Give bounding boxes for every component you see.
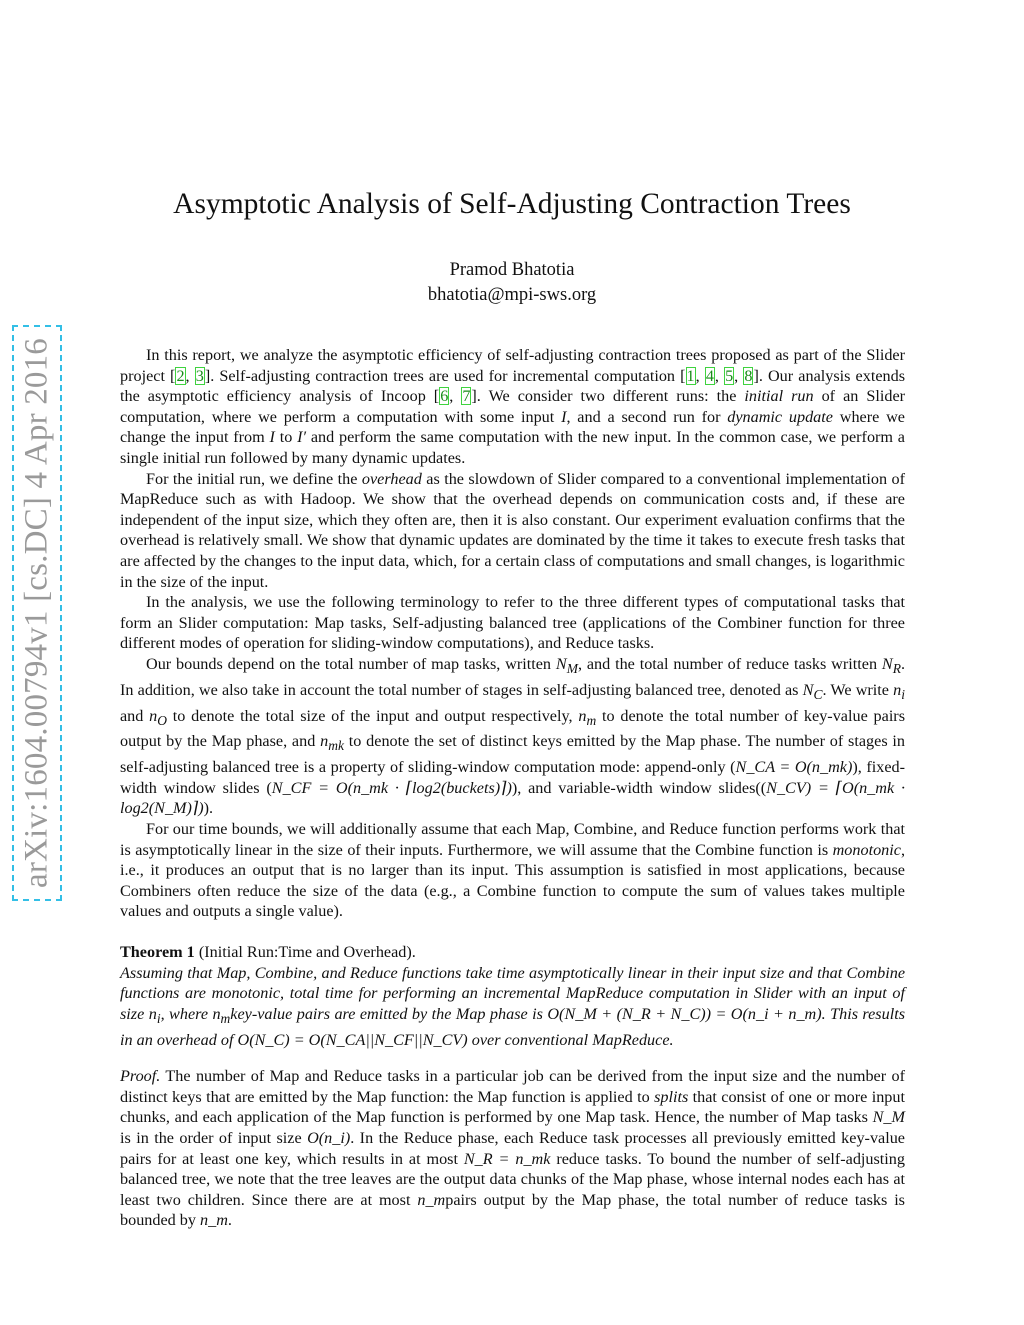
paragraph-bounds: Our bounds depend on the total number of map tasks, written $N_M$, and the total number of reduce tasks written $N_R$. In addition, we also take in account the total number of stages in self-adjusting balanced tree, denoted as $N_C$. We write $n_i$ and $n_O$ to denote the total size of the input and output respectively, $n_m$ to denote the total number of key-value pairs output by the Map phase, and $n_{mk}$ to denote the set of distinct keys emitted by the Map phase. The number of stages in self-adjusting balanced tree is a property of sliding-window computation mode: append-only (N_CA = O(n_mk)), fixed-width window slides (N_CF = O(n_mk · ⌈log2(buckets)⌉)), and variable-width window slides((N_CV) = ⌈O(n_mk · log2(N_M)⌉)). bbox=[120, 654, 906, 818]
citation-link[interactable]: 6 bbox=[440, 387, 449, 406]
citation-link[interactable]: 8 bbox=[744, 366, 753, 385]
citation-link[interactable]: 7 bbox=[462, 387, 471, 406]
citation-link[interactable]: 5 bbox=[725, 366, 734, 385]
author-block bbox=[0, 258, 1024, 308]
paragraph-assumptions: For our time bounds, we will additionally assume that each Map, Combine, and Reduce function performs work that is asymptotically linear in the size of their inputs. Furthermore, we will assume that the Combine function is monotonic, i.e., it produces an output that is no larger than its input. This assumption is satisfied in most applications, because Combiners often reduce the size of the data (e.g., a Combine function to compute the sum of values takes multiple values and outputs a single value). bbox=[120, 820, 905, 921]
paper-body bbox=[120, 345, 905, 1231]
paragraph-terminology: In the analysis, we use the following terminology to refer to the three different types of computational tasks that form an Slider computation: Map tasks, Self-adjusting balanced tree (applications of the Combiner function for three different modes of operation for sliding-window computations), and Reduce tasks. bbox=[120, 593, 905, 653]
arxiv-identifier[interactable]: arXiv:1604.00794v1 [cs.DC] 4 Apr 2016 bbox=[18, 337, 55, 889]
arxiv-sidebar bbox=[12, 325, 62, 901]
citation-link[interactable]: 4 bbox=[705, 366, 714, 385]
proof-paragraph: Proof. The number of Map and Reduce tasks in a particular job can be derived from the input size and the number of distinct keys that are emitted by the Map function: the Map function is applied to splits that consist of one or more input chunks, and each application of the Map function is performed by one Map task. Hence, the number of Map tasks N_M is in the order of input size O(n_i). In the Reduce phase, each Reduce task processes all previously emitted key-value pairs for at least one key, which results in at most N_R = n_mk reduce tasks. To bound the number of self-adjusting balanced tree, we note that the tree leaves are the output data chunks of the Map phase, whose internal nodes each has at least two children. Since there are at most n_mpairs output by the Map phase, the total number of reduce tasks is bounded by n_m. bbox=[120, 1067, 905, 1230]
paragraph-overhead: For the initial run, we define the overhead as the slowdown of Slider compared to a conventional implementation of MapReduce such as with Hadoop. We show that the overhead depends on communication costs and, if these are independent of the input size, which they often are, then it is also constant. Our experiment evaluation confirms that the overhead is relatively small. We show that dynamic updates are dominated by the time it takes to execute fresh tasks that are affected by the changes to the input data, which, for a certain class of computations and small changes, is logarithmic in the size of the input. bbox=[120, 469, 906, 591]
author-email: bhatotia@mpi-sws.org bbox=[427, 285, 597, 305]
citation-link[interactable]: 1 bbox=[686, 366, 695, 385]
citation-link[interactable]: 2 bbox=[176, 366, 185, 385]
theorem-statement: Assuming that Map, Combine, and Reduce functions take time asymptotically linear in their input size and that Combine functions are monotonic, total time for performing an incremental MapReduce computation in Slider with an input of size $n_i$, where $n_mkey$-value pairs are emitted by the Map phase is O(N_M + (N_R + N_C)) = O(n_i + n_m). This results in an overhead of O(N_C) = O(N_CA||N_CF||N_CV) over conventional MapReduce. bbox=[120, 963, 905, 1049]
paragraph-intro: In this report, we analyze the asymptotic efficiency of self-adjusting contraction trees proposed as part of the Slider project [2, 3]. Self-adjusting contraction trees are used for incremental computation [1, 4, 5, 8]. Our analysis extends the asymptotic efficiency analysis of Incoop [6, 7]. We consider two different runs: the initial run of an Slider computation, where we perform a computation with some input I, and a second run for dynamic update where we change the input from I to I′ and perform the same computation with the new input. In the common case, we perform a single initial run followed by many dynamic updates. bbox=[120, 346, 906, 467]
paper-title: Asymptotic Analysis of Self-Adjusting Contraction Trees bbox=[173, 188, 851, 220]
theorem-heading: Theorem 1 (Initial Run:Time and Overhead). bbox=[120, 942, 416, 961]
author-name: Pramod Bhatotia bbox=[449, 260, 575, 280]
citation-link[interactable]: 3 bbox=[195, 366, 204, 385]
